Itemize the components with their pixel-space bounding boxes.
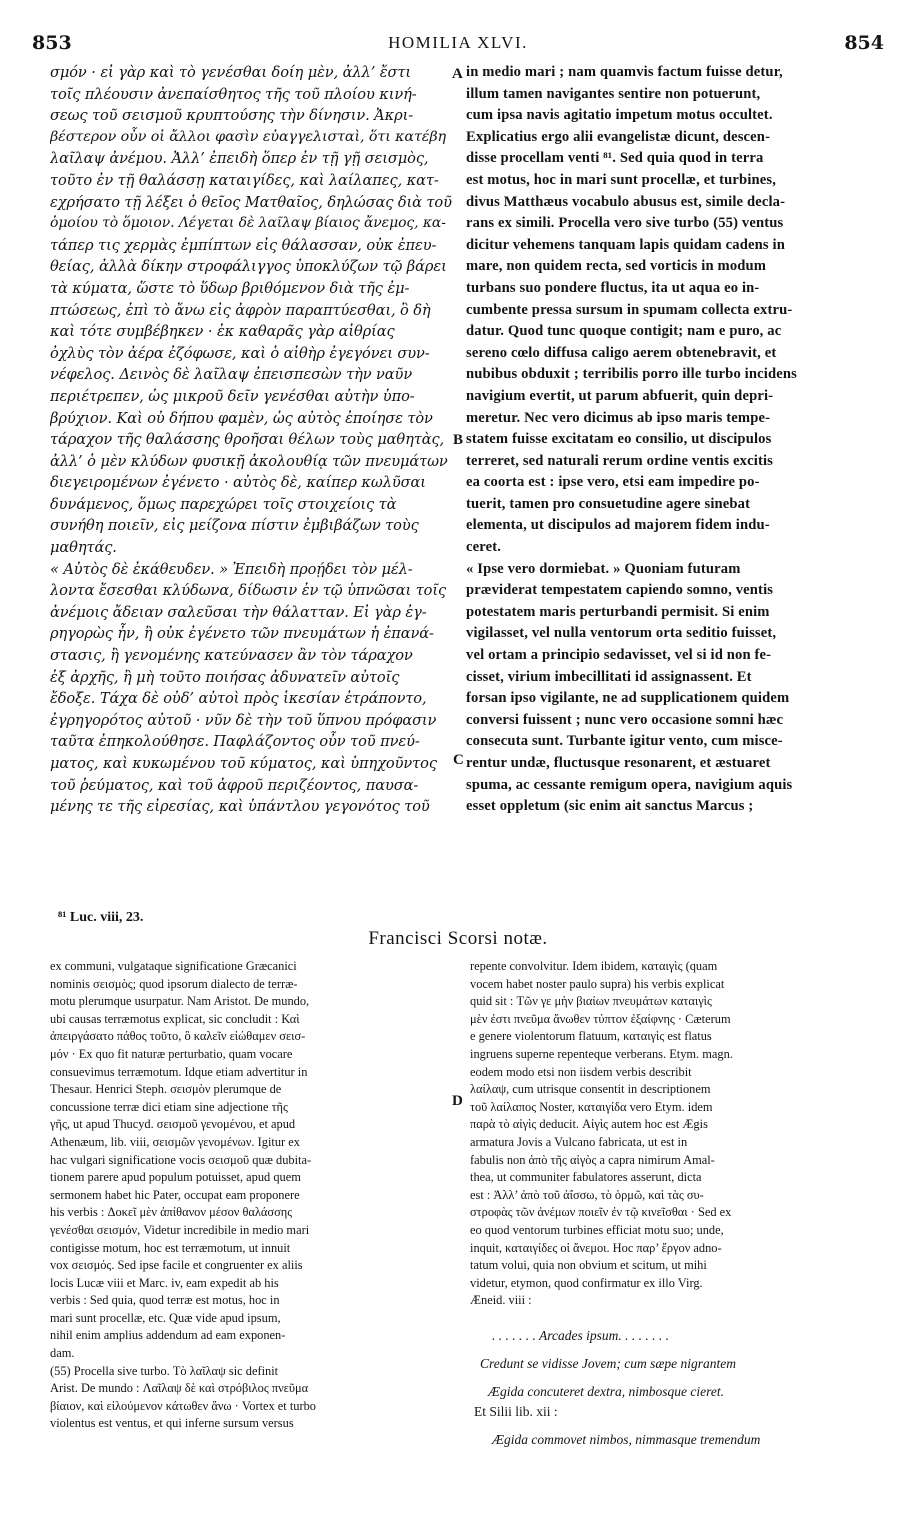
latin-text-line: vel ortam a principio sedavisset, vel si id non fe- xyxy=(466,647,772,664)
note-line: μόν · Ex quo fit naturæ perturbatio, quam vocare xyxy=(50,1046,293,1061)
note-line: ubi causas terræmotus explicat, sic concludit : Καὶ xyxy=(50,1011,300,1026)
page-number-right: 854 xyxy=(844,32,884,54)
margin-marker-b: B xyxy=(453,432,464,448)
notes-right-column xyxy=(470,958,886,1318)
greek-text-line: ἔδοξε. Τάχα δὲ οὐδ’ αὐτοὶ πρὸς ἱκεσίαν ἐτράποντο, xyxy=(50,690,427,708)
greek-text-line: τοῦ ῥεύματος, καὶ τοῦ ἀφροῦ περιζέοντος, παυσα- xyxy=(50,776,419,794)
greek-text-column xyxy=(50,62,452,822)
latin-text-line: forsan ipso vigilante, ne ad supplicationem quidem xyxy=(466,690,790,707)
note-line: videtur, etymon, quod confirmatur ex illo Virg. xyxy=(470,1275,703,1290)
latin-text-line: cumbente pressa sursum in spumam collecta extru- xyxy=(466,301,793,318)
note-line: tatum volui, quia non obvium et scitum, ut mihi xyxy=(470,1258,707,1273)
latin-text-line: meretur. Nec vero dicimus ab ipso maris tempe- xyxy=(466,409,771,426)
greek-text-line: μαθητάς. xyxy=(50,539,117,557)
greek-text-line: « Αὐτὸς δὲ ἐκάθευδεν. » Ἐπειδὴ προῄδει τὸν μέλ- xyxy=(50,560,413,578)
greek-text-line: ἐξ ἀρχῆς, ἢ μὴ τοῦτο ποιήσας ἀδυνατεῖν αὐτοῖς xyxy=(50,668,400,686)
greek-text-line: ματος, καὶ κυκωμένου τοῦ κύματος, καὶ ὑπηχοῦντος xyxy=(50,755,437,772)
note-line: vox σεισμός. Sed ipse facile et congruenter ex aliis xyxy=(50,1258,303,1273)
greek-text-line: πτώσεως, ἐπὶ τὸ ἄνω εἰς ἀφρὸν παραπτύεσθαι, ὃ δὴ xyxy=(50,301,431,319)
note-line: (55) Procella sive turbo. Τὸ λαῖλαψ sic definit xyxy=(50,1363,279,1378)
latin-text-line: sereno cœlo diffusa caligo aerem obtenebravit, et xyxy=(466,344,777,361)
note-line: γῆς, ut apud Thucyd. σεισμοῦ γενομένου, et apud xyxy=(50,1117,296,1132)
note-line: inquit, καταιγίδες οἱ ἄνεμοι. Hoc παρ’ ἔργον adno- xyxy=(470,1240,722,1255)
greek-text-line: μένης τε τῆς εἰρεσίας, καὶ ὑπάντλου γεγονότος τοῦ xyxy=(50,798,430,816)
note-line: locis Lucæ viii et Marc. iv, eam expedit ab his xyxy=(50,1275,279,1290)
greek-text-line: συνήθη ποιεῖν, εἰς μείζονα πίστιν ἐμβιβάζων τοὺς xyxy=(50,517,419,535)
latin-text-line: spuma, ac cessante remigum opera, navigium aquis xyxy=(466,776,793,793)
note-line: eodem modo etsi non iisdem verbis describit xyxy=(470,1064,692,1079)
latin-text-line: « Ipse vero dormiebat. » Quoniam futuram xyxy=(466,560,741,577)
verse-line-4: Ægida commovet nimbos, nimmasque tremendum xyxy=(492,1432,761,1447)
note-line: nihil enim amplius addendum ad eam exponen- xyxy=(50,1328,286,1343)
note-line: στροφὰς τῶν ἀνέμων ποιεῖν ἐν τῷ κινεῖσθαι · Sed ex xyxy=(470,1205,732,1220)
note-line: tionem parere apud populum potuisset, apud quem xyxy=(50,1170,301,1185)
greek-text-line: τάπερ τις χερμὰς ἐμπίπτων εἰς θάλασσαν, οὐκ ἐπευ- xyxy=(50,236,437,254)
note-line: concussione terræ dici etiam sine adjectione τῆς xyxy=(50,1099,288,1114)
latin-text-line: terreret, sed naturali rerum ordine ventis excitis xyxy=(466,452,774,469)
note-line: hac vulgari significatione vocis σεισμοῦ quæ dubita- xyxy=(50,1152,312,1167)
notes-title: Francisci Scorsi notæ. xyxy=(368,928,548,949)
greek-text-line: νέφελος. Δεινὸς δὲ λαῖλαψ ἐπεισπεσὼν τὴν ναῦν xyxy=(50,366,413,384)
note-line: quid sit : Τῶν γε μὴν βιαίων πνευμάτων καταιγὶς xyxy=(470,994,712,1009)
verse-source-label: Et Silii lib. xii : xyxy=(474,1404,558,1419)
note-line: armatura Jovis a Vulcano fabricata, ut est in xyxy=(470,1134,688,1149)
greek-text-line: ἀνέμοις ἄδειαν σαλεῦσαι τὴν θάλατταν. Εἰ γὰρ ἐγ- xyxy=(50,603,427,621)
greek-text-line: στασις, ἢ γενομένης κατεύνασεν ἂν τὸν τάραχον xyxy=(50,647,413,665)
verse-line-3: Ægida concuteret dextra, nimbosque cieret. xyxy=(488,1384,724,1399)
verse-line-1: . . . . . . . Arcades ipsum. . . . . . . . xyxy=(492,1328,669,1343)
latin-text-line: Explicatius ergo alii evangelistæ dicunt, descen- xyxy=(466,128,771,145)
margin-marker-a: A xyxy=(452,66,463,82)
greek-text-line: τάραχον τῆς θαλάσσης θροῆσαι θέλων τοὺς μαθητὰς, xyxy=(50,431,445,449)
latin-text-line: rans ex simili. Procella vero sive turbo (55) ventus xyxy=(466,215,784,232)
notes-left-column xyxy=(50,958,452,1438)
latin-text-line: turbans suo pondere fluctus, ita ut aqua eo in- xyxy=(466,279,760,296)
note-line: vocem habet noster paulo supra) his verbis explicat xyxy=(470,976,725,991)
latin-text-line: divus Matthæus vocabulo abusus est, simile decla- xyxy=(466,193,786,210)
greek-text-line: περιέτρεπεν, ὡς μικροῦ δεῖν γενέσθαι αὐτὴν ὑπο- xyxy=(50,387,415,405)
latin-text-line: esset oppletum (sic enim ait sanctus Marcus ; xyxy=(466,798,754,815)
note-line: μὲν ἐστι πνεῦμα ἄνωθεν τύπτον ἐξαίφνης · Cæterum xyxy=(470,1011,731,1026)
margin-marker-d: D xyxy=(452,1093,463,1109)
note-line: verbis : Sed quia, quod terræ est motus, hoc in xyxy=(50,1293,280,1308)
greek-text-line: λοντα ἔσεσθαι κλύδωνα, δίδωσιν ἐν τῷ ὑπνῶσαι τοῖς xyxy=(50,582,447,600)
verse-line-2: Credunt se vidisse Jovem; cum sæpe nigrantem xyxy=(480,1356,736,1371)
latin-text-line: dicitur vehemens tanquam lapis quidam cadens in xyxy=(466,236,785,253)
latin-text-line: est motus, hoc in mari sunt procellæ, et turbines, xyxy=(466,171,777,188)
page-number-left: 853 xyxy=(32,32,72,54)
greek-text-line: θείας, ἀλλὰ δίκην στροφάλιγγος ὑποκλύζων τῷ βάρει xyxy=(50,258,447,276)
note-line: βίαιον, καὶ εἰλούμενον κάτωθεν ἄνω · Vortex et turbo xyxy=(50,1398,317,1413)
latin-text-line: potestatem maris perturbandi permisit. Si enim xyxy=(466,603,770,620)
latin-text-line: cum ipsa navis agitatio impetum motus occultet. xyxy=(466,107,773,124)
note-line: nominis σεισμὸς; quod ipsorum dialecto de terræ- xyxy=(50,976,298,991)
latin-text-line: vigilasset, vel nulla ventorum orta seditio fuisset, xyxy=(466,625,777,642)
greek-text-line: βρύχιον. Καὶ οὐ δήπου φαμὲν, ὡς αὐτὸς ἐποίησε τὸν xyxy=(50,409,433,427)
note-line: ingruens superne repenteque verberans. Etym. magn. xyxy=(470,1046,733,1061)
note-line: λαίλαψ, cum utrisque consentit in descriptionem xyxy=(470,1082,711,1097)
footnote: ⁸¹ Luc. viii, 23. xyxy=(58,910,144,925)
greek-text-line: τοῖς πλέουσιν ἀνεπαίσθητος τῆς τοῦ πλοίου κινή- xyxy=(50,85,417,103)
note-line: παρὰ τὸ αἰγὶς deducit. Αἰγὶς autem hoc est Ægis xyxy=(470,1117,708,1132)
latin-text-line: navigium evertit, ut parum abfuerit, quin depri- xyxy=(466,387,774,404)
note-line: motu plerumque usurpatur. Nam Aristot. De mundo, xyxy=(50,994,310,1009)
greek-text-line: σεως τοῦ σεισμοῦ κρυπτούσης τὴν δίνησιν. Ἀκρι- xyxy=(50,107,414,125)
latin-text-line: conversi fuissent ; nunc vero occasione somni hæc xyxy=(466,711,784,728)
latin-text-line: tuerit, tamen pro consuetudine agere sinebat xyxy=(466,495,751,512)
note-line: consuevimus terræmotum. Idque etiam advertitur in xyxy=(50,1064,308,1079)
latin-text-line: in medio mari ; nam quamvis factum fuisse detur, xyxy=(466,64,783,80)
note-line: his verbis : Δοκεῖ μὲν ἀπίθανον μέσον θαλάσσης xyxy=(50,1205,293,1220)
greek-text-line: λαῖλαψ ἀνέμου. Ἀλλ’ ἐπειδὴ ὅπερ ἐν τῇ γῇ σεισμὸς, xyxy=(50,150,429,168)
note-line: mari sunt procellæ, etc. Quæ vide apud ipsum, xyxy=(50,1310,281,1325)
note-line: Thesaur. Henrici Steph. σεισμὸν plerumque de xyxy=(50,1082,282,1097)
note-line: ex communi, vulgataque significatione Græcanici xyxy=(50,959,297,973)
note-line: Athenæum, lib. viii, σεισμῶν γενομένων. Igitur ex xyxy=(50,1134,300,1149)
note-line: fabulis non ἀπὸ τῆς αἰγὸς a capra nimirum Amal- xyxy=(470,1152,715,1167)
latin-text-line: statem fuisse excitatam eo consilio, ut discipulos xyxy=(466,431,772,448)
note-line: Æneid. viii : xyxy=(470,1293,532,1308)
greek-text-line: ταῦτα ἐπηκολούθησε. Παφλάζοντος οὖν τοῦ πνεύ- xyxy=(50,733,420,751)
margin-marker-c: C xyxy=(453,752,464,768)
page-header xyxy=(30,32,886,60)
latin-text-line: datur. Quod tunc quoque contigit; nam e puro, ac xyxy=(466,323,782,340)
latin-text-line: nubibus obduxit ; terribilis porro ille turbo incidens xyxy=(466,366,797,383)
note-line: Arist. De mundo : Λαῖλαψ δὲ καὶ στρόβιλος πνεῦμα xyxy=(50,1381,309,1396)
latin-text-line: præviderat tempestatem capiendo somno, ventis xyxy=(466,582,774,599)
latin-text-line: illum tamen navigantes sentire non potuerunt, xyxy=(466,85,761,102)
greek-text-line: ἐγρηγορότος αὐτοῦ · νῦν δὲ τὴν τοῦ ὕπνου πρόφασιν xyxy=(50,711,437,729)
running-title: HOMILIA XLVI. xyxy=(388,33,528,52)
note-line: e genere violentorum flatuum, καταιγὶς est flatus xyxy=(470,1029,712,1044)
greek-text-line: διεγειρομένων ἐγένετο · αὐτὸς δὲ, καίπερ κωλῦσαι xyxy=(50,474,426,492)
latin-text-line: ea coorta est : ipse vero, etsi eam impedire po- xyxy=(466,474,760,491)
note-line: sermonem habet hic Pater, occupat eam proponere xyxy=(50,1187,300,1202)
latin-text-line: cisset, virium imbecillitati id assignassent. Et xyxy=(466,668,752,685)
greek-text-line: δυνάμενος, ὅμως παρεχώρει τοῖς στοιχείοις τὰ xyxy=(50,495,397,513)
note-line: violentus est ventus, et qui inferne sursum versus xyxy=(50,1416,294,1431)
greek-text-line: τὰ κύματα, ὥστε τὸ ὕδωρ βριθόμενον διὰ τῆς ἐμ- xyxy=(50,279,410,297)
latin-text-line: consecuta sunt. Turbante igitur vento, cum misce- xyxy=(466,733,783,750)
greek-text-line: ρηγορὼς ἦν, ἢ οὐκ ἐγένετο τῶν πνευμάτων ἡ ἐπανά- xyxy=(50,625,434,643)
latin-text-line: rentur undæ, fluctusque resonarent, et æstuaret xyxy=(466,755,771,771)
greek-text-line: σμόν · εἰ γὰρ καὶ τὸ γενέσθαι δοίη μὲν, ἀλλ’ ἔστι xyxy=(50,64,411,81)
latin-text-line: elementa, ut discipulos ad majorem fidem indu- xyxy=(466,517,770,534)
greek-text-line: καὶ τότε συμβέβηκεν · ἐκ καθαρᾶς γὰρ αἰθρίας xyxy=(50,323,395,341)
note-line: dam. xyxy=(50,1346,75,1361)
note-line: repente convolvitur. Idem ibidem, καταιγὶς (quam xyxy=(470,959,718,973)
latin-text-line: disse procellam venti ⁸¹. Sed quia quod in terra xyxy=(466,150,764,167)
latin-text-line: ceret. xyxy=(466,539,502,556)
note-line: τοῦ λαίλαπος Noster, καταιγίδα vero Etym. idem xyxy=(470,1099,713,1114)
latin-text-line: mare, non quidem recta, sed vorticis in modum xyxy=(466,258,767,275)
latin-text-column xyxy=(466,62,886,822)
greek-text-line: εχρήσατο τῇ λέξει ὁ θεῖος Ματθαῖος, δηλώσας διὰ τοῦ xyxy=(50,193,452,211)
note-line: ἀπειργάσατο πάθος τοῦτο, ὃ καλεῖν εἰώθαμεν σεισ- xyxy=(50,1029,306,1044)
note-line: contigisse motum, hoc est terræmotum, ut innuit xyxy=(50,1240,291,1255)
note-line: eo quod ventorum turbines efficiat motu suo; unde, xyxy=(470,1222,724,1237)
greek-text-line: βέστερον οὖν οἱ ἄλλοι φασὶν εὐαγγελισταὶ, ὅτι κατέβη xyxy=(50,128,446,145)
greek-text-line: ὀχλὺς τὸν ἀέρα ἐζόφωσε, καὶ ὁ αἰθὴρ ἐγεγόνει συν- xyxy=(50,344,430,362)
note-line: thea, ut communiter fabulatores asserunt, dicta xyxy=(470,1170,702,1185)
greek-text-line: ἀλλ’ ὁ μὲν κλύδων φυσικῇ ἀκολουθίᾳ τῶν πνευμάτων xyxy=(50,452,448,470)
greek-text-line: ὁμοίου τὸ ὅμοιον. Λέγεται δὲ λαῖλαψ βίαιος ἄνεμος, κα- xyxy=(50,215,446,232)
note-line: est : Ἀλλ’ ἀπὸ τοῦ ἀΐσσω, τὸ ὁρμῶ, καὶ τὰς συ- xyxy=(470,1187,704,1202)
greek-text-line: τοῦτο ἐν τῇ θαλάσσῃ καταιγίδες, καὶ λαίλαπες, κατ- xyxy=(50,171,439,189)
note-line: γενέσθαι σεισμόν, Videtur incredibile in medio mari xyxy=(50,1222,310,1237)
